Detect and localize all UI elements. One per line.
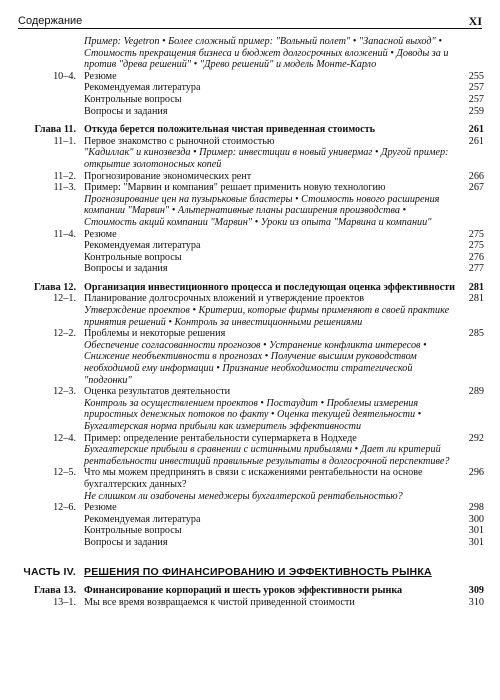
toc-entry-title: Пример: Vegetron • Более сложный пример: "Вольный полет" • "Запасной выход" • Стоимость прекращения бизнеса и бюджет долгосрочных вложений • Доводы за и против "древа решений" • "Древо решений" и модель Монте-Карло <box>84 36 449 71</box>
toc-entry-number: 11–1. <box>53 135 76 147</box>
toc-entry-page: 309 <box>468 585 484 597</box>
toc-entry <box>18 36 484 71</box>
toc-entry-page: 289 <box>468 386 484 398</box>
toc-entry-number: 12–5. <box>53 467 76 479</box>
toc-entry-page: 266 <box>468 170 484 182</box>
toc-entry <box>18 282 484 294</box>
toc-spacer <box>18 117 484 124</box>
toc-entry-title: Что мы можем предпринять в связи с искажениями рентабельности на основе бухгалтерских данных? <box>84 467 423 490</box>
page-number: XI <box>468 14 482 29</box>
toc-entry-title: Рекомендуемая литература <box>84 240 201 252</box>
toc-entry-page: 292 <box>468 432 484 444</box>
toc-entry-title: Планирование долгосрочных вложений и утверждение проектов <box>84 293 365 305</box>
toc-entry-title: Прогнозирование цен на пузырьковые бластеры • Стоимость нового расширения компании "Марвин" • Альтернативные планы расширения производства • Стоимость акций компании "Марвин" • Уроки из опыта "Марвина и компании" <box>84 193 440 228</box>
toc-entry <box>18 340 484 386</box>
toc-entry <box>18 491 484 503</box>
toc-entry-page: 281 <box>468 293 484 305</box>
toc-entry-title: Вопросы и задания <box>84 263 168 275</box>
toc-entry-title: Резюме <box>84 228 117 240</box>
toc-entry-title: Оценка результатов деятельности <box>84 386 231 398</box>
toc-entry-title: Откуда берется положительная чистая приведенная стоимость <box>84 124 376 136</box>
toc-entry-page: 257 <box>468 93 484 105</box>
toc-entry-page: 301 <box>468 536 484 548</box>
toc-entry <box>18 537 484 549</box>
toc-entry-title: Финансирование корпораций и шесть уроков эффективности рынка <box>84 585 403 597</box>
toc-entry-title: Не слишком ли озабочены менеджеры бухгалтерской рентабельностью? <box>84 490 403 502</box>
toc-entry-title: Рекомендуемая литература <box>84 82 201 94</box>
toc-entry <box>18 597 484 609</box>
toc-entry <box>18 433 484 445</box>
toc-entry-title: Первое знакомство с рыночной стоимостью <box>84 135 275 147</box>
toc-entry-number: 13–1. <box>53 596 76 608</box>
toc-entry-number: Глава 13. <box>33 585 76 597</box>
toc-entry-page: 257 <box>468 82 484 94</box>
toc-entry <box>18 252 484 264</box>
toc-entry-page: 296 <box>468 467 484 479</box>
toc-entry-title: Мы все время возвращаемся к чистой приведенной стоимости <box>84 596 355 608</box>
toc-entry <box>18 567 484 579</box>
page-header <box>18 6 482 29</box>
toc-entry-page: 275 <box>468 240 484 252</box>
toc-entry <box>18 585 484 597</box>
toc-entry-page: 267 <box>468 182 484 194</box>
toc-entry-page: 300 <box>468 513 484 525</box>
toc-entry-page: 259 <box>468 105 484 117</box>
toc-entry-page: 285 <box>468 328 484 340</box>
toc-entry <box>18 293 484 305</box>
toc-entry <box>18 71 484 83</box>
toc-entry-page: 298 <box>468 502 484 514</box>
toc-entry <box>18 94 484 106</box>
toc-entry <box>18 525 484 537</box>
toc-entry-number: ЧАСТЬ IV. <box>23 565 76 578</box>
toc-spacer <box>18 549 484 567</box>
toc-entry <box>18 398 484 433</box>
toc-entry-number: 12–4. <box>53 432 76 444</box>
toc-entry-title: Прогнозирование экономических рент <box>84 170 252 182</box>
toc-entry-page: 275 <box>468 228 484 240</box>
toc-entry-title: Вопросы и задания <box>84 536 168 548</box>
toc-entry-page: 255 <box>468 70 484 82</box>
section-title: Содержание <box>18 15 83 28</box>
toc-entry-number: Глава 12. <box>33 281 76 293</box>
toc-entry-title: РЕШЕНИЯ ПО ФИНАНСИРОВАНИЮ И ЭФФЕКТИВНОСТЬ РЫНКА <box>84 565 432 578</box>
toc-entry <box>18 328 484 340</box>
toc-entry-title: Обеспечение согласованности прогнозов • Устранение конфликта интересов • Снижение необъективности в прогнозах • Получение высшим руководством необходимой ему информации • Признание необходимости стратегической "подгонки" <box>84 339 427 386</box>
toc-entry-title: Бухгалтерские прибыли в сравнении с истинными прибылями • Дает ли критерий рентабельности инвестиций правильные результаты в долгосрочной перспективе? <box>84 444 450 467</box>
toc-entry-number: 10–4. <box>53 70 76 82</box>
toc-entry-number: 12–2. <box>53 328 76 340</box>
toc-entry-title: Утверждение проектов • Критерии, которые фирмы применяют в своей практике принятия решений • Контроль за инвестиционными решениями <box>84 305 450 328</box>
toc-entry-title: Контрольные вопросы <box>84 93 182 105</box>
toc-entry-title: Проблемы и некоторые решения <box>84 328 226 340</box>
toc-entry <box>18 182 484 194</box>
toc-entry <box>18 444 484 467</box>
toc-entry <box>18 263 484 275</box>
toc-entry <box>18 229 484 241</box>
toc-entry-title: Контрольные вопросы <box>84 251 182 263</box>
toc-entry <box>18 502 484 514</box>
toc-entry <box>18 305 484 328</box>
toc-entry <box>18 467 484 490</box>
toc-entry-title: Пример: определение рентабельности супермаркета в Нодхеде <box>84 432 357 444</box>
toc-entry-page: 261 <box>468 124 484 136</box>
toc-entry-page: 301 <box>468 525 484 537</box>
table-of-contents <box>18 36 484 608</box>
toc-entry-title: Организация инвестиционного процесса и последующая оценка эффективности <box>84 281 456 293</box>
toc-entry <box>18 124 484 136</box>
toc-entry <box>18 136 484 148</box>
toc-entry <box>18 194 484 229</box>
toc-entry-page: 277 <box>468 263 484 275</box>
toc-spacer <box>18 578 484 585</box>
toc-entry-title: Контрольные вопросы <box>84 525 182 537</box>
toc-entry-number: Глава 11. <box>34 124 76 136</box>
toc-entry <box>18 514 484 526</box>
toc-entry-page: 261 <box>468 135 484 147</box>
toc-entry <box>18 240 484 252</box>
toc-entry <box>18 147 484 170</box>
toc-entry <box>18 386 484 398</box>
toc-entry-title: Резюме <box>84 502 117 514</box>
toc-spacer <box>18 275 484 282</box>
toc-entry-number: 12–6. <box>53 502 76 514</box>
toc-entry-number: 12–1. <box>53 293 76 305</box>
toc-entry-title: Контроль за осуществлением проектов • Постаудит • Проблемы измерения приростных денежных потоков по факту • Оценка текущей деятельности • Бухгалтерская норма прибыли как измеритель эффективности <box>84 397 422 432</box>
toc-entry <box>18 82 484 94</box>
toc-entry-page: 310 <box>468 596 484 608</box>
toc-entry-page: 276 <box>468 251 484 263</box>
toc-entry <box>18 171 484 183</box>
toc-entry-number: 11–4. <box>53 228 76 240</box>
toc-entry-title: Вопросы и задания <box>84 105 168 117</box>
toc-entry <box>18 106 484 118</box>
toc-entry-title: Рекомендуемая литература <box>84 513 201 525</box>
toc-entry-title: Пример: "Марвин и компания" решает применить новую технологию <box>84 182 386 194</box>
toc-entry-page: 281 <box>468 281 484 293</box>
toc-entry-number: 12–3. <box>53 386 76 398</box>
toc-entry-number: 11–2. <box>53 170 76 182</box>
toc-entry-title: Резюме <box>84 70 117 82</box>
toc-entry-number: 11–3. <box>53 182 76 194</box>
toc-entry-title: "Кадиллак" и кинозвезда • Пример: инвестиции в новый универмаг • Другой пример: открытие золотоносных копей <box>84 147 449 170</box>
